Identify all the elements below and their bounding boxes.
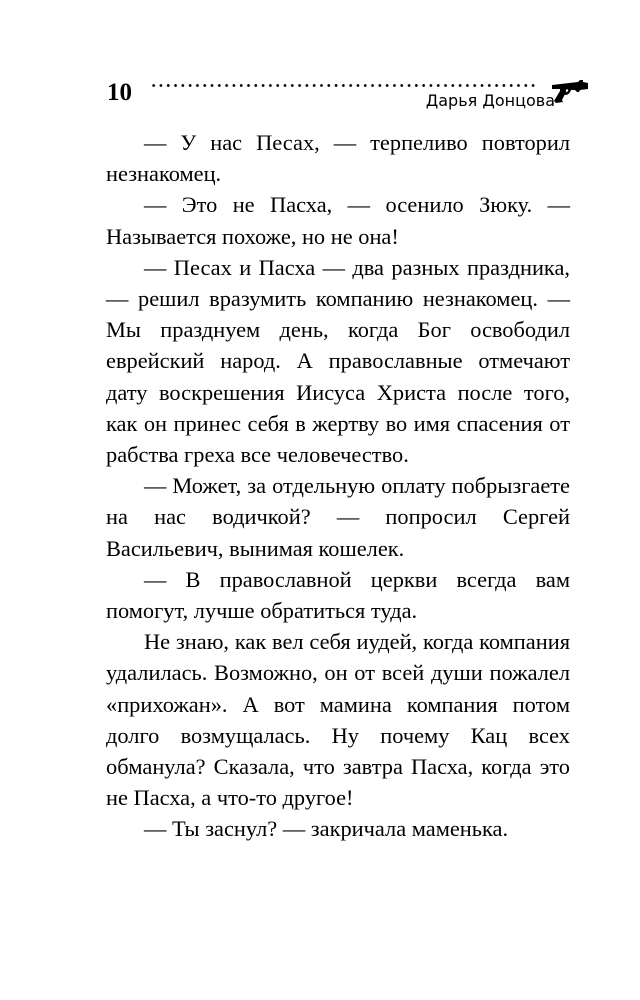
paragraph: — Это не Пасха, — осенило Зюку. — Называется похоже, но не она! <box>106 192 570 249</box>
paragraph: — В православной церкви всегда вам помогут, лучше обратиться туда. <box>106 566 570 624</box>
header-dotted-rule <box>150 84 536 87</box>
paragraph: — Может, за отдельную оплату побрызгаете на нас водичкой? — попросил Сергей Васильевич, вынимая кошелек. <box>106 473 570 561</box>
paragraph: — У нас Песах, — терпеливо повторил незнакомец. <box>106 130 570 187</box>
paragraph: — Песах и Пасха — два разных праздника, — решил вразумить компанию незнакомец. — Мы празднуем день, когда Бог освободил еврейский народ. А православные отмечают дату воскрешения Иисуса Христа после того, как он принес себя в жертву во имя спасения от рабства греха все человечество. <box>106 254 570 468</box>
page-number: 10 <box>107 79 132 106</box>
paragraph: Не знаю, как вел себя иудей, когда компания удалилась. Возможно, он от всей души пожалел «прихожан». А вот мамина компания потом долго возмущалась. Ну почему Кац всех обманула? Сказала, что завтра Пасха, когда это не Пасха, а что-то другое! <box>106 629 570 811</box>
revolver-icon <box>550 78 590 104</box>
body-text <box>106 127 570 845</box>
running-head-author: Дарья Донцова <box>425 91 555 110</box>
paragraph: — Ты заснул? — закричала маменька. <box>144 816 509 842</box>
